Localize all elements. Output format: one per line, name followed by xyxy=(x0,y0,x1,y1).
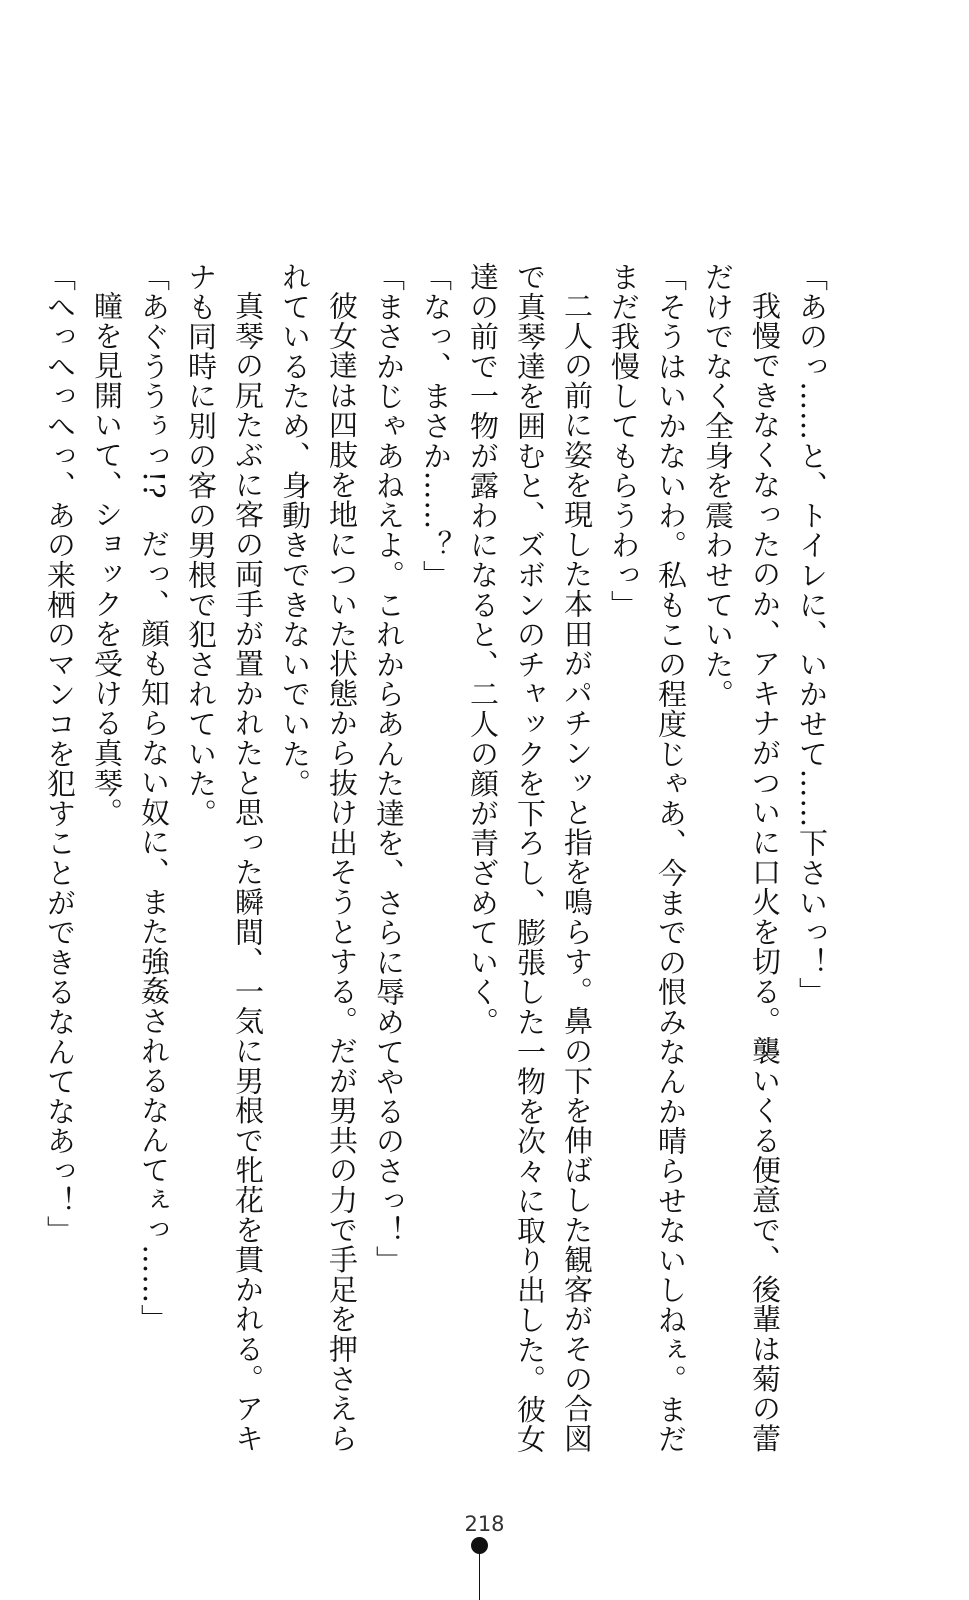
text-line: ナも同時に別の客の男根で犯されていた。 xyxy=(184,262,218,829)
text-line: 瞳を見開いて、ショックを受ける真琴。 xyxy=(90,291,124,828)
body-text xyxy=(36,262,835,1454)
text-line: 二人の前に姿を現した本田がパチンッと指を鳴らす。鼻の下を伸ばした観客がその合図 xyxy=(560,291,594,1454)
text-line: 我慢できなくなったのか、アキナがついに口火を切る。襲いくる便意で、後輩は菊の蕾 xyxy=(748,291,782,1454)
text-line: 「あのっ……と、トイレに、いかせて……下さいっ！」 xyxy=(795,262,829,1007)
text-line: 彼女達は四肢を地についた状態から抜け出そうとする。だが男共の力で手足を押さえら xyxy=(325,291,359,1454)
page-marker-dot-icon xyxy=(471,1537,488,1554)
text-line: 「あぐううぅっ!? だっ、顔も知らない奴に、また強姦されるなんてぇっ……」 xyxy=(137,262,171,1334)
text-line: 「まさかじゃあねえよ。これからあんた達を、さらに辱めてやるのさっ！」 xyxy=(372,262,406,1276)
text-line: 「なっ、まさか……？」 xyxy=(419,262,453,590)
text-line: れているため、身動きできないでいた。 xyxy=(278,262,312,799)
page-number: 218 xyxy=(464,1512,505,1536)
text-line: 達の前で一物が露わになると、二人の顔が青ざめていく。 xyxy=(466,262,500,1037)
text-line: 「そうはいかないわ。私もこの程度じゃあ、今までの恨みなんか晴らせないしねぇ。まだ xyxy=(654,262,688,1454)
text-line: 「へっへっへっ、あの来栖のマンコを犯すことができるなんてなあっ！」 xyxy=(43,262,77,1246)
text-line: 真琴の尻たぶに客の両手が置かれたと思った瞬間、一気に男根で牝花を貫かれる。アキ xyxy=(231,291,265,1454)
text-line: まだ我慢してもらうわっ」 xyxy=(607,262,641,620)
text-line: で真琴達を囲むと、ズボンのチャックを下ろし、膨張した一物を次々に取り出した。彼女 xyxy=(513,262,547,1454)
text-line: だけでなく全身を震わせていた。 xyxy=(701,262,735,709)
